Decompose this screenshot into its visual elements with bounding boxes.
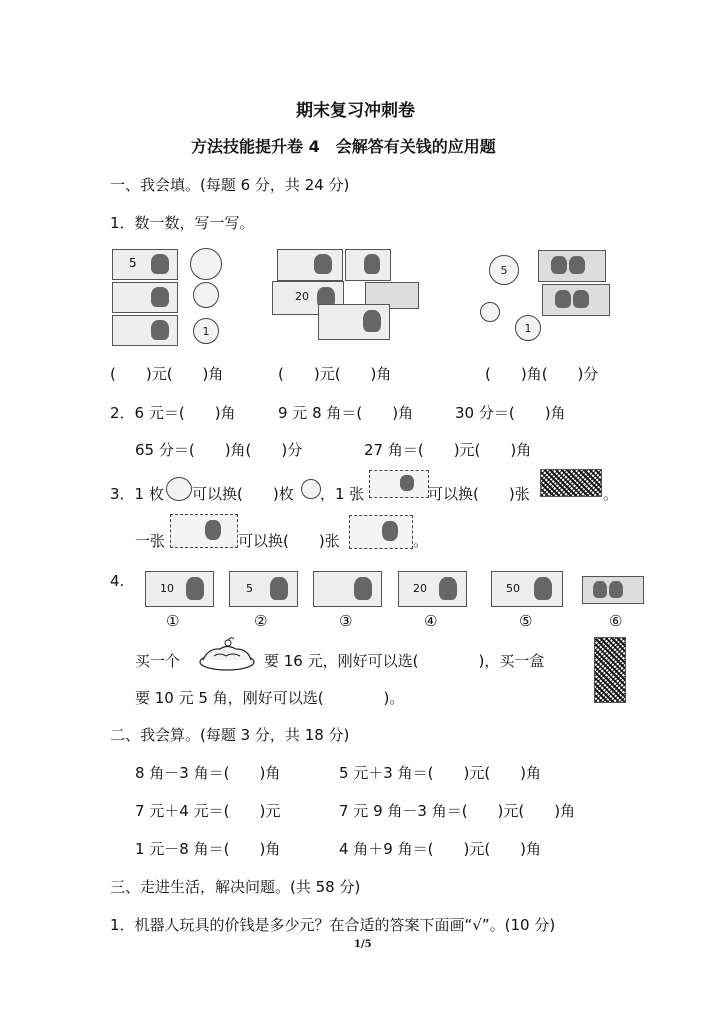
- calc-4: 7 元 9 角－3 角＝( )元( )角: [339, 802, 576, 820]
- q1-label: 1．数一数，写一写。: [110, 214, 255, 232]
- banknote-1-yuan: [112, 282, 178, 313]
- banknote-5-yuan: [112, 249, 178, 280]
- q2-item-5: 27 角＝( )元( )角: [364, 441, 532, 459]
- q4-option-number-5: ⑤: [519, 612, 533, 630]
- q1-answer-1: ( )元( )角: [110, 365, 224, 383]
- q3-part2: 可以换( )枚: [192, 485, 294, 503]
- q3-prefix: 3．1 枚: [110, 485, 164, 503]
- coin-value: 1: [524, 321, 532, 335]
- q3-part4: 可以换( )张: [428, 485, 530, 503]
- banknote-5-yuan-image: [349, 515, 413, 549]
- coin-2: [193, 282, 219, 308]
- q4-option-number-2: ②: [254, 612, 268, 630]
- calc-2: 5 元＋3 角＝( )元( )角: [339, 764, 542, 782]
- coin-1-jiao: [480, 302, 500, 322]
- banknote-option-2: [229, 571, 298, 607]
- q2-item-4: 65 分＝( )角( )分: [135, 441, 303, 459]
- banknote-option-1: [145, 571, 214, 607]
- page-title: 期末复习冲刺卷: [296, 101, 415, 121]
- banknote-option-4: [398, 571, 467, 607]
- section-2-heading: 二、我会算。(每题 3 分，共 18 分): [110, 726, 350, 744]
- q3-line2-a: 一张: [135, 532, 166, 550]
- coin-5-jiao: [489, 255, 519, 285]
- q4-option-number-3: ③: [339, 612, 353, 630]
- q4-option-number-1: ①: [166, 612, 180, 630]
- q4-option-number-6: ⑥: [609, 612, 623, 630]
- calc-6: 4 角＋9 角＝( )元( )角: [339, 840, 542, 858]
- banknote-option-6: [582, 576, 644, 604]
- calc-1: 8 角－3 角＝( )角: [135, 764, 281, 782]
- banknote-2-jiao: [542, 284, 610, 316]
- banknote-value: 20: [413, 582, 427, 595]
- banknote-value: 5: [129, 256, 137, 270]
- q4-line1-b: 要 16 元，刚好可以选( )，买一盒: [264, 652, 545, 670]
- calc-3: 7 元＋4 元＝( )元: [135, 802, 281, 820]
- q4-label: 4.: [110, 572, 125, 590]
- coin-value: 5: [500, 263, 508, 277]
- q4-option-number-4: ④: [424, 612, 438, 630]
- coin-1-yuan-image: [166, 477, 192, 501]
- banknote-value: 50: [506, 582, 520, 595]
- q1-answer-3: ( )角( )分: [485, 365, 599, 383]
- q2-item-1: 2．6 元＝( )角: [110, 404, 236, 422]
- box-product-icon: [594, 637, 626, 703]
- q3-part5: 。: [603, 485, 619, 503]
- banknote-10-yuan-image: [369, 470, 429, 498]
- banknote-10-yuan: [318, 304, 390, 340]
- banknote-5-yuan: [345, 249, 391, 281]
- q4-line2: 要 10 元 5 角，刚好可以选( )。: [135, 689, 405, 707]
- banknote-value: 5: [246, 582, 253, 595]
- banknote-1-yuan-image: [540, 469, 602, 497]
- banknote-1-yuan: [112, 315, 178, 346]
- section-3-heading: 三、走进生活，解决问题。(共 58 分): [110, 878, 361, 896]
- coin-1-yuan: [515, 315, 541, 341]
- banknote-value: 10: [160, 582, 174, 595]
- banknote-value: 20: [295, 290, 309, 303]
- section-1-heading: 一、我会填。(每题 6 分，共 24 分): [110, 176, 350, 194]
- coin-value: 1: [202, 324, 210, 338]
- q4-line1-a: 买一个: [135, 652, 181, 670]
- coin-5-jiao-image: [301, 479, 321, 499]
- q3-line2-c: 。: [413, 532, 429, 550]
- coin-1-yuan: [193, 318, 219, 344]
- page-number: 1/5: [354, 939, 372, 950]
- page-subtitle: 方法技能提升卷 4 会解答有关钱的应用题: [191, 137, 496, 156]
- banknote-20-yuan-image: [170, 514, 238, 548]
- banknote-option-5: [491, 571, 563, 607]
- q2-item-3: 30 分＝( )角: [455, 404, 566, 422]
- q2-item-2: 9 元 8 角＝( )角: [278, 404, 414, 422]
- banknote-2-jiao: [538, 250, 606, 282]
- q1-answer-2: ( )元( )角: [278, 365, 392, 383]
- calc-5: 1 元－8 角＝( )角: [135, 840, 281, 858]
- q3-part3: ，1 张: [320, 485, 365, 503]
- banknote-option-3: [313, 571, 382, 607]
- s3-q1: 1．机器人玩具的价钱是多少元？在合适的答案下面画“√”。(10 分): [110, 916, 556, 934]
- coin-1: [190, 248, 222, 280]
- q3-line2-b: 可以换( )张: [238, 532, 340, 550]
- banknote-5-yuan: [277, 249, 343, 281]
- cake-icon: [198, 636, 256, 672]
